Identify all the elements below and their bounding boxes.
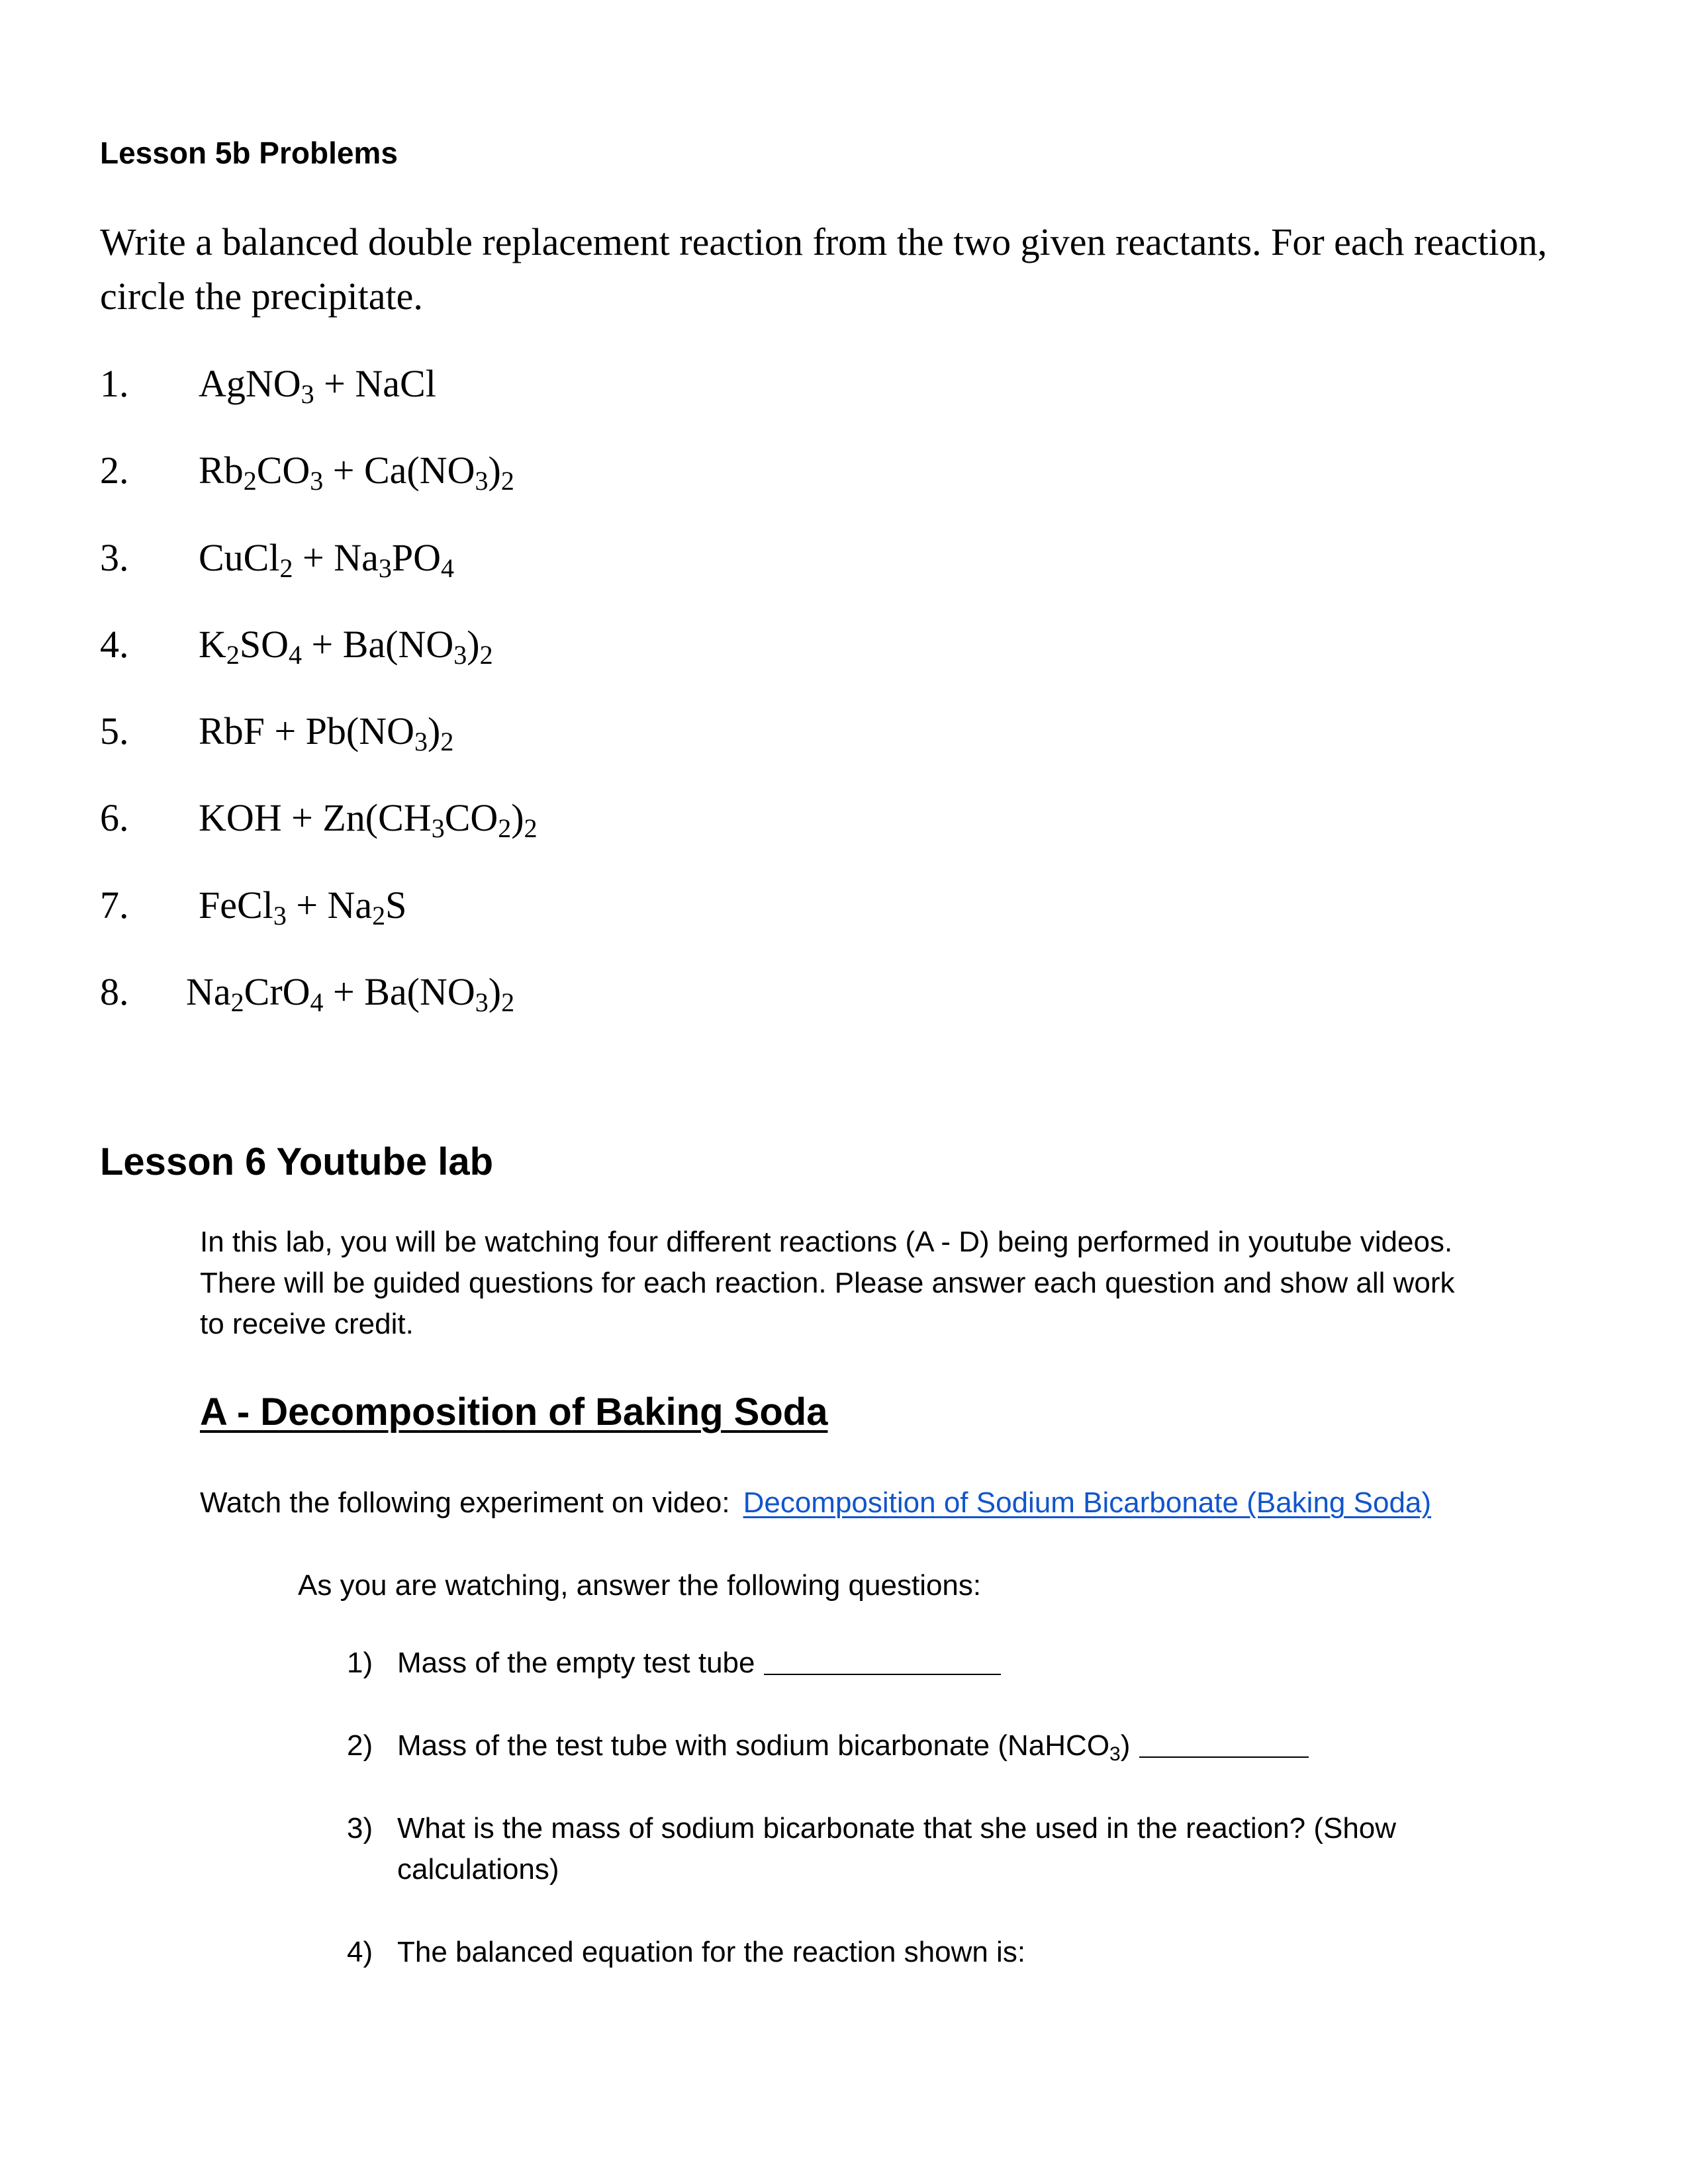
question-text: Mass of the empty test tube	[397, 1643, 1483, 1684]
formula-subscript: 3	[310, 466, 324, 496]
lesson-5b-heading: Lesson 5b Problems	[100, 136, 398, 170]
formula-text: RbF + Pb(NO	[199, 709, 414, 752]
question-number: 1)	[347, 1647, 373, 1679]
formula-subscript: 3	[431, 813, 445, 843]
reactants-equation	[199, 792, 538, 844]
problem-number: 1.	[100, 362, 129, 405]
problem-number: 6.	[100, 796, 129, 839]
formula-text: FeCl	[199, 884, 273, 927]
formula-subscript: 4	[441, 553, 454, 583]
formula-text: )	[467, 623, 480, 666]
watch-instruction	[200, 1486, 1431, 1521]
formula-text: )	[488, 449, 501, 492]
answer-blank[interactable]	[1139, 1756, 1309, 1758]
answer-blank[interactable]	[764, 1674, 1001, 1675]
formula-subscript: 3	[378, 553, 392, 583]
formula-subscript: 2	[243, 466, 257, 496]
formula-subscript: 3	[475, 987, 489, 1017]
formula-text: CO	[444, 796, 498, 839]
formula-text: + Ba(NO	[323, 970, 475, 1013]
formula-subscript: 2	[372, 901, 386, 931]
formula-subscript: 3	[273, 901, 287, 931]
formula-text: + Ba(NO	[302, 623, 454, 666]
section-a-heading: A - Decomposition of Baking Soda	[200, 1390, 828, 1433]
reactants-equation	[199, 357, 436, 410]
formula-text: CuCl	[199, 536, 280, 579]
formula-subscript: 3	[414, 727, 428, 756]
formula-subscript: 2	[279, 553, 293, 583]
formula-text: K	[199, 623, 226, 666]
question-text: Mass of the test tube with sodium bicarbonate (NaHCO$_3$)	[397, 1725, 1483, 1766]
formula-subscript: 2	[524, 813, 538, 843]
problem-number: 7.	[100, 884, 129, 927]
formula-subscript: 2	[500, 466, 514, 496]
formula-subscript: 2	[226, 640, 240, 670]
lesson-5b-instructions: Write a balanced double replacement reaction from the two given reactants. For each reaction, circle the precipitate.	[100, 220, 1548, 318]
problem-number: 3.	[100, 536, 129, 579]
reactants-equation	[199, 705, 453, 758]
formula-text: CO	[256, 449, 310, 492]
formula-subscript: 2	[440, 727, 454, 756]
reactants-equation	[199, 444, 514, 497]
problem-number: 4.	[100, 623, 129, 666]
formula-text: S	[385, 884, 407, 927]
formula-text: Rb	[199, 449, 244, 492]
formula-text: PO	[391, 536, 441, 579]
question-number: 2)	[347, 1729, 373, 1762]
question-number: 4)	[347, 1936, 373, 1968]
formula-text: )	[488, 970, 502, 1013]
formula-text: + NaCl	[314, 362, 436, 405]
formula-text: + Na	[293, 536, 379, 579]
formula-subscript: 2	[498, 813, 512, 843]
question-text: What is the mass of sodium bicarbonate that she used in the reaction? (Show calculations)	[397, 1812, 1397, 1886]
formula-subscript: 2	[230, 987, 244, 1017]
reactants-equation	[199, 531, 454, 584]
problem-number: 8.	[100, 970, 129, 1013]
lesson-6-heading: Lesson 6 Youtube lab	[100, 1140, 494, 1183]
formula-text: SO	[239, 623, 289, 666]
watch-text: Watch the following experiment on video:	[200, 1486, 730, 1519]
formula-text: + Ca(NO	[323, 449, 475, 492]
question-text: The balanced equation for the reaction shown is:	[397, 1936, 1026, 1968]
formula-subscript: 3	[301, 379, 314, 409]
reactants-equation	[199, 618, 493, 671]
problem-number: 5.	[100, 709, 129, 752]
questions-prompt: As you are watching, answer the following questions:	[298, 1569, 982, 1602]
question-number: 3)	[347, 1812, 373, 1844]
formula-subscript: 2	[479, 640, 493, 670]
lab-intro-paragraph: In this lab, you will be watching four different reactions (A - D) being performed in youtube videos. There will be guided questions for each reaction. Please answer each question and show all work to receive credit.	[200, 1226, 1455, 1340]
formula-subscript: 3	[453, 640, 467, 670]
problem-number: 2.	[100, 449, 129, 492]
formula-subscript: 4	[289, 640, 303, 670]
formula-text: )	[511, 796, 524, 839]
reactants-equation	[199, 879, 406, 932]
video-link[interactable]: Decomposition of Sodium Bicarbonate (Baking Soda)	[743, 1486, 1432, 1519]
formula-text: CrO	[244, 970, 310, 1013]
formula-subscript: 2	[501, 987, 515, 1017]
formula-text: Na	[186, 970, 231, 1013]
formula-text: + Na	[286, 884, 373, 927]
formula-text: KOH + Zn(CH	[199, 796, 432, 839]
formula-text: )	[428, 709, 441, 752]
formula-text: AgNO	[199, 362, 301, 405]
formula-subscript: 4	[310, 987, 324, 1017]
formula-subscript: 3	[475, 466, 489, 496]
reactants-equation	[186, 966, 514, 1019]
